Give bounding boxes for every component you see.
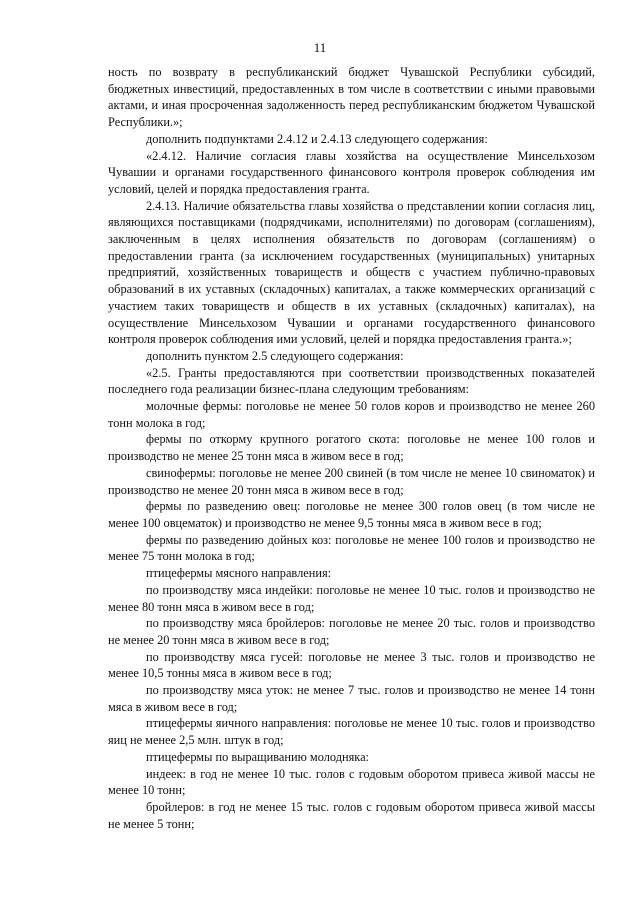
paragraph-12: птицефермы мясного направления: <box>146 566 332 581</box>
paragraph-1: ность по возврату в республиканский бюджет Чувашской Республики субсидий, бюджетных инвестиций, предоставленных в том числе в соответствии с иными правовыми актами, и иная просроченная задолженность перед республиканским бюджетом Чувашской Республики.»; <box>108 65 595 130</box>
paragraph-11: фермы по разведению дойных коз: поголовье не менее 100 голов и производство не менее 75 тонн молока в год; <box>108 532 595 564</box>
paragraph-7: молочные фермы: поголовье не менее 50 голов коров и производство не менее 260 тонн молока в год; <box>108 399 595 430</box>
paragraph-19: индеек: в год не менее 10 тыс. голов с годовым оборотом привеса живой массы не менее 10 тонн; <box>108 766 595 798</box>
page-number: 11 <box>313 40 327 55</box>
paragraph-5: дополнить пунктом 2.5 следующего содержания: <box>146 348 404 363</box>
paragraph-13: по производству мяса индейки: поголовье не менее 10 тыс. голов и производство не менее 80 тонн мяса в живом весе в год; <box>108 582 595 614</box>
paragraph-16: по производству мяса уток: не менее 7 тыс. голов и производство не менее 14 тонн мяса в живом весе в год; <box>108 683 595 714</box>
paragraph-10: фермы по разведению овец: поголовье не менее 300 голов овец (в том числе не менее 100 овцематок) и производство не менее 9,5 тонны мяса в живом весе в год; <box>108 499 595 530</box>
paragraph-17: птицефермы яичного направления: поголовье не менее 10 тыс. голов и производство яиц не менее 2,5 млн. штук в год; <box>108 716 595 748</box>
paragraph-3: «2.4.12. Наличие согласия главы хозяйства на осуществление Минсельхозом Чувашии и органами государственного финансового контроля проверок соблюдения им условий, целей и порядка предоставления гранта. <box>108 148 595 196</box>
paragraph-6: «2.5. Гранты предоставляются при соответствии производственных показателей последнего года реализации бизнес-плана следующим требованиям: <box>108 365 595 397</box>
paragraph-15: по производству мяса гусей: поголовье не менее 3 тыс. голов и производство не менее 10,5 тонны мяса в живом весе в год; <box>108 649 595 681</box>
paragraph-20: бройлеров: в год не менее 15 тыс. голов с годовым оборотом привеса живой массы не менее 5 тонн; <box>108 799 595 831</box>
paragraph-9: свинофермы: поголовье не менее 200 свиней (в том числе не менее 10 свиноматок) и производство не менее 20 тонн мяса в живом весе в год; <box>108 465 595 497</box>
paragraph-18: птицефермы по выращиванию молодняка: <box>146 749 369 764</box>
paragraph-4: 2.4.13. Наличие обязательства главы хозяйства о представлении копии согласия лиц, являющихся поставщиками (подрядчиками, исполнителями) по договорам (соглашениям), заключенным в целях исполнения обязательств по договорам (соглашениям) о предоставлении гранта (за исключением государственных (муниципальных) унитарных предприятий, хозяйственных товариществ и обществ с участием публично-правовых образований в их уставных (складочных) капиталах, а также коммерческих организаций с участием таких товариществ и обществ в их уставных (складочных) капиталах), на осуществление Минсельхозом Чувашии и органами государственного финансового контроля проверок соблюдения ими условий, целей и порядка предоставления гранта.»; <box>108 198 595 347</box>
document-body <box>108 64 595 832</box>
paragraph-14: по производству мяса бройлеров: поголовье не менее 20 тыс. голов и производство не менее 20 тонн мяса в живом весе в год; <box>108 616 595 647</box>
paragraph-2: дополнить подпунктами 2.4.12 и 2.4.13 следующего содержания: <box>146 131 488 146</box>
paragraph-8: фермы по откорму крупного рогатого скота: поголовье не менее 100 голов и производство не менее 25 тонн мяса в живом весе в год; <box>108 432 595 464</box>
